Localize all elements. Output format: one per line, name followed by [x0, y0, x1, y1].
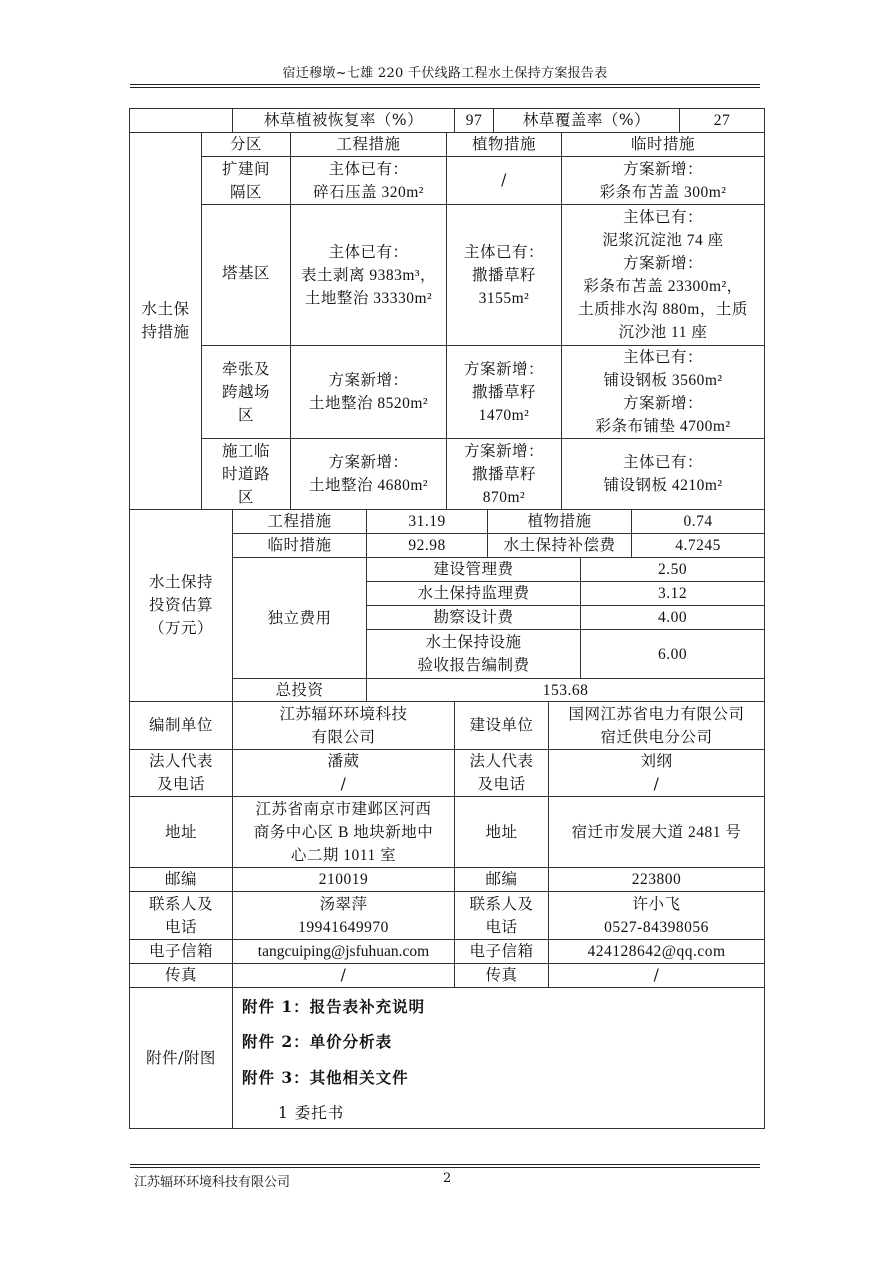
fax-builder: /: [548, 963, 765, 988]
engineering-cost-value: 31.19: [366, 509, 488, 534]
builder-value: 国网江苏省电力有限公司 宿迁供电分公司: [548, 701, 765, 750]
fax-compiler: /: [232, 963, 455, 988]
veg-cover-label: 林草覆盖率（%）: [493, 108, 680, 133]
compiler-label: 编制单位: [129, 701, 233, 750]
attachments-list: [234, 988, 761, 1128]
independent-item-value: 3.12: [580, 581, 765, 606]
independent-item-label: 水土保持监理费: [366, 581, 581, 606]
footer-company: 江苏辐环环境科技有限公司: [134, 1175, 291, 1190]
address-label: 地址: [129, 796, 233, 868]
legal-rep-label: 法人代表 及电话: [454, 749, 549, 797]
postcode-label: 邮编: [454, 867, 549, 892]
independent-item-value: 6.00: [580, 629, 765, 679]
engineering-cost-label: 工程措施: [232, 509, 367, 534]
blank-cell: [129, 108, 233, 133]
independent-item-label: 水土保持设施 验收报告编制费: [366, 629, 581, 679]
temporary-cell: 方案新增： 彩条布苫盖 300m²: [561, 156, 765, 205]
header-plant: 植物措施: [446, 132, 562, 157]
header-rule: [130, 87, 760, 88]
header-rule: [130, 84, 760, 85]
footer-rule: [130, 1164, 760, 1165]
temporary-cell: 主体已有： 铺设钢板 4210m²: [561, 438, 765, 510]
plant-cell: 主体已有： 撒播草籽 3155m²: [446, 204, 562, 346]
fax-label: 传真: [129, 963, 233, 988]
address-compiler: 江苏省南京市建邺区河西 商务中心区 B 地块新地中 心二期 1011 室: [232, 796, 455, 868]
zone-cell: 塔基区: [201, 204, 291, 346]
veg-recovery-label: 林草植被恢复率（%）: [232, 108, 455, 133]
engineering-cell: 主体已有： 碎石压盖 320m²: [290, 156, 447, 205]
independent-item-label: 建设管理费: [366, 557, 581, 582]
email-label: 电子信箱: [454, 939, 549, 964]
email-label: 电子信箱: [129, 939, 233, 964]
independent-cost-label: 独立费用: [232, 557, 367, 679]
legal-rep-label: 法人代表 及电话: [129, 749, 233, 797]
zone-cell: 扩建间 隔区: [201, 156, 291, 205]
contact-builder: 许小飞 0527-84398056: [548, 891, 765, 940]
attachment-item: 附件 3：其他相关文件: [242, 1068, 409, 1087]
measures-section-label: 水土保 持措施: [129, 132, 202, 510]
email-builder[interactable]: 424128642@qq.com: [548, 939, 765, 964]
plant-cell: /: [446, 156, 562, 205]
attachments-label: 附件/附图: [129, 987, 233, 1129]
page-header: 宿迁穆墩~七雄 220 千伏线路工程水土保持方案报告表: [282, 66, 608, 81]
plant-cell: 方案新增： 撒播草籽 870m²: [446, 438, 562, 510]
contact-label: 联系人及 电话: [129, 891, 233, 940]
temporary-cost-label: 临时措施: [232, 533, 367, 558]
engineering-cell: 方案新增： 土地整治 4680m²: [290, 438, 447, 510]
contact-compiler: 汤翠萍 19941649970: [232, 891, 455, 940]
zone-cell: 施工临 时道路 区: [201, 438, 291, 510]
investment-section-label: 水土保持 投资估算 （万元）: [129, 509, 233, 702]
veg-cover-value: 27: [679, 108, 765, 133]
address-builder: 宿迁市发展大道 2481 号: [548, 796, 765, 868]
footer-rule: [130, 1167, 760, 1168]
legal-rep-builder: 刘纲 /: [548, 749, 765, 797]
page-number: 2: [443, 1171, 452, 1186]
plant-cost-value: 0.74: [631, 509, 765, 534]
postcode-label: 邮编: [129, 867, 233, 892]
temporary-cell: 主体已有： 泥浆沉淀池 74 座 方案新增： 彩条布苫盖 23300m²， 土质排水沟 880m，土质 沉沙池 11 座: [561, 204, 765, 346]
total-investment-label: 总投资: [232, 678, 367, 702]
plant-cell: 方案新增： 撒播草籽 1470m²: [446, 345, 562, 439]
attachment-item: 附件 1：报告表补充说明: [242, 997, 426, 1016]
temporary-cell: 主体已有： 铺设钢板 3560m² 方案新增： 彩条布铺垫 4700m²: [561, 345, 765, 439]
total-investment-value: 153.68: [366, 678, 765, 702]
email-compiler[interactable]: tangcuiping@jsfuhuan.com: [232, 939, 455, 964]
zone-cell: 牵张及 跨越场 区: [201, 345, 291, 439]
legal-rep-compiler: 潘葳 /: [232, 749, 455, 797]
independent-item-value: 4.00: [580, 605, 765, 630]
engineering-cell: 方案新增： 土地整治 8520m²: [290, 345, 447, 439]
plant-cost-label: 植物措施: [487, 509, 632, 534]
contact-label: 联系人及 电话: [454, 891, 549, 940]
header-engineering: 工程措施: [290, 132, 447, 157]
engineering-cell: 主体已有： 表土剥离 9383m³， 土地整治 33330m²: [290, 204, 447, 346]
postcode-builder: 223800: [548, 867, 765, 892]
temporary-cost-value: 92.98: [366, 533, 488, 558]
attachment-sub-item: 1 委托书: [278, 1104, 345, 1122]
address-label: 地址: [454, 796, 549, 868]
header-zone: 分区: [201, 132, 291, 157]
header-temporary: 临时措施: [561, 132, 765, 157]
fax-label: 传真: [454, 963, 549, 988]
independent-item-value: 2.50: [580, 557, 765, 582]
independent-item-label: 勘察设计费: [366, 605, 581, 630]
builder-label: 建设单位: [454, 701, 549, 750]
postcode-compiler: 210019: [232, 867, 455, 892]
compensation-label: 水土保持补偿费: [487, 533, 632, 558]
compiler-value: 江苏辐环环境科技 有限公司: [232, 701, 455, 750]
compensation-value: 4.7245: [631, 533, 765, 558]
veg-recovery-value: 97: [454, 108, 494, 133]
attachment-item: 附件 2：单价分析表: [242, 1032, 393, 1051]
